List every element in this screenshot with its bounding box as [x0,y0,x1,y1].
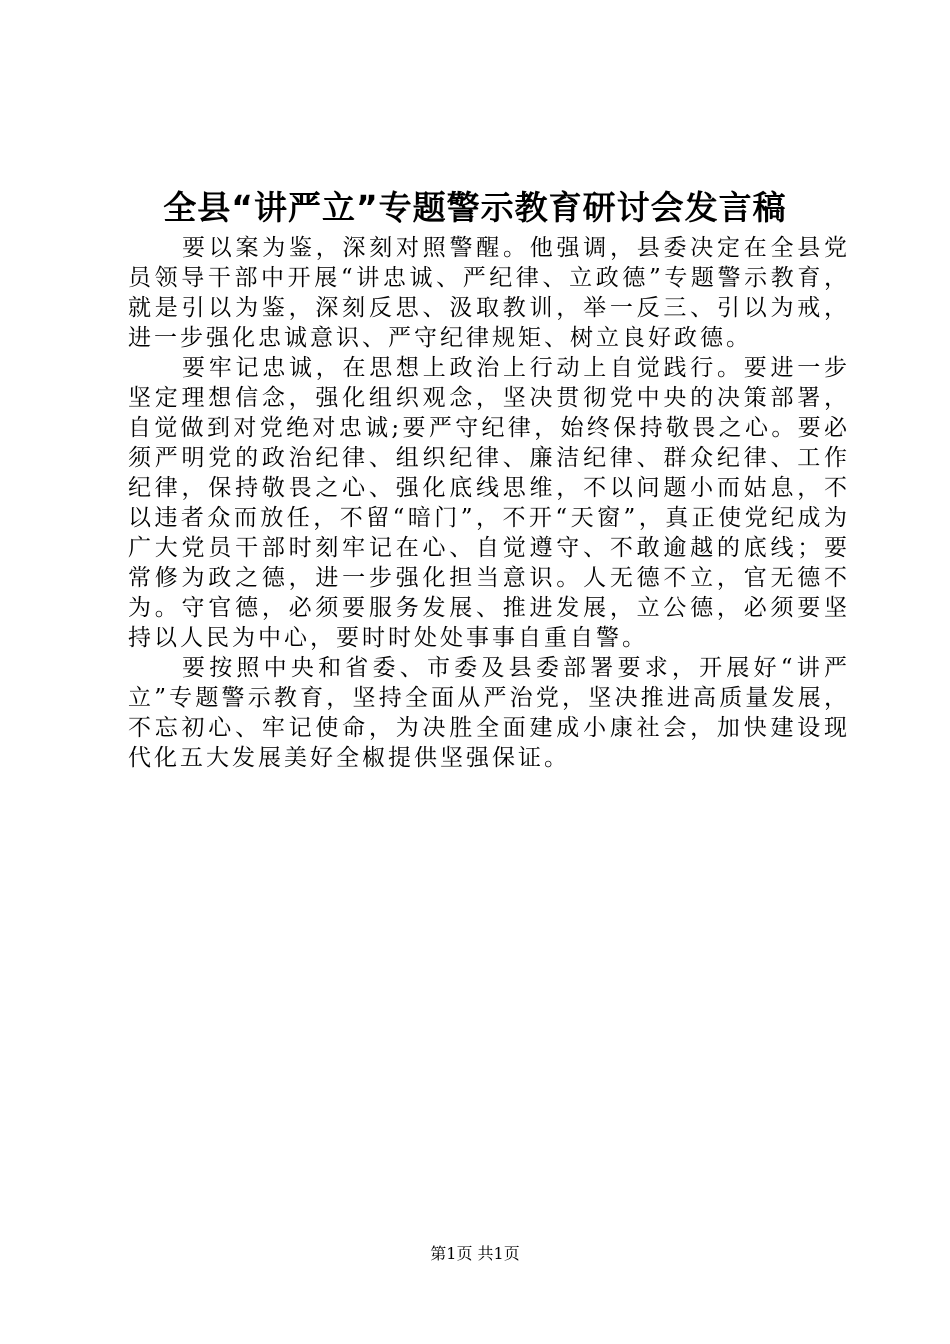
paragraph-3: 要按照中央和省委、市委及县委部署要求，开展好“讲严立”专题警示教育，坚持全面从严治党，坚决推进高质量发展，不忘初心、牢记使命，为决胜全面建成小康社会，加快建设现代化五大发展美好全椒提供坚强保证。 [128,655,850,771]
paragraph-2: 要牢记忠诚，在思想上政治上行动上自觉践行。要进一步坚定理想信念，强化组织观念，坚决贯彻党中央的决策部署，自觉做到对党绝对忠诚;要严守纪律，始终保持敬畏之心。要必须严明党的政治纪律、组织纪律、廉洁纪律、群众纪律、工作纪律，保持敬畏之心、强化底线思维，不以问题小而姑息，不以违者众而放任，不留“暗门”，不开“天窗”，真正使党纪成为广大党员干部时刻牢记在心、自觉遵守、不敢逾越的底线；要常修为政之德，进一步强化担当意识。人无德不立，官无德不为。守官德，必须要服务发展、推进发展，立公德，必须要坚持以人民为中心，要时时处处事事自重自警。 [128,355,850,651]
document-title: 全县“讲严立”专题警示教育研讨会发言稿 [163,188,787,227]
paragraph-1: 要以案为鉴，深刻对照警醒。他强调，县委决定在全县党员领导干部中开展“讲忠诚、严纪律、立政德”专题警示教育，就是引以为鉴，深刻反思、汲取教训，举一反三、引以为戒，进一步强化忠诚意识、严守纪律规矩、树立良好政德。 [128,235,850,351]
page-footer: 第1页 共1页 [430,1244,520,1263]
document-body [128,233,850,773]
